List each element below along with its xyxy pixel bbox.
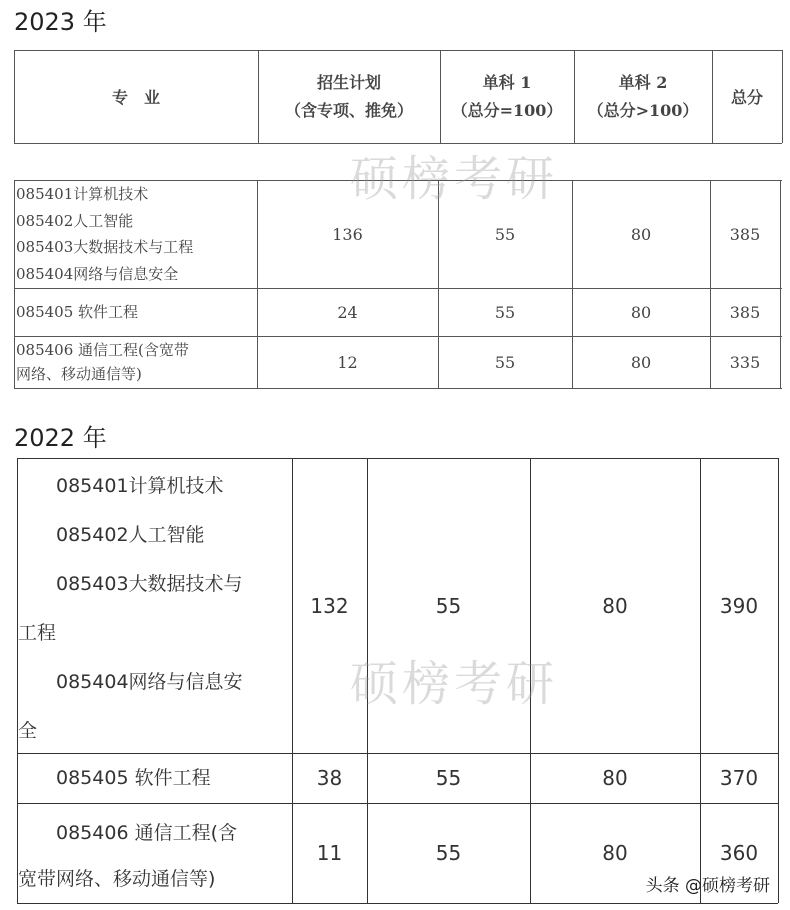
row-plan: 132: [310, 593, 349, 618]
row-major: [18, 753, 292, 803]
row-subject2: 80: [630, 224, 652, 244]
row-plan: 11: [316, 841, 343, 865]
year-2023-heading: 2023 年: [14, 8, 107, 36]
row-subject2: 80: [602, 841, 628, 865]
major-line: 全: [18, 720, 38, 742]
major-line: 宽带网络、移动通信等): [18, 868, 216, 890]
major-line: 085402人工智能: [18, 524, 205, 546]
row-major: 085405 软件工程: [16, 302, 139, 321]
row-total: 335: [729, 352, 761, 372]
row-plan: 24: [337, 302, 358, 322]
row-subject1: 55: [494, 302, 516, 322]
row-major: 085401计算机技术 085402人工智能 085403大数据技术与工程 085404网络与信息安全: [16, 185, 194, 283]
major-line: 085406 通信工程(含: [18, 822, 237, 844]
row-subject2: 80: [602, 593, 628, 618]
header-subject2: 单科 2 （总分>100）: [587, 72, 699, 120]
row-subject1: 55: [494, 352, 516, 372]
row-total: 390: [719, 593, 759, 618]
row-subject1: 55: [435, 593, 462, 618]
major-line: 工程: [18, 622, 57, 644]
header-subject1: 单科 1 （总分=100）: [451, 72, 563, 120]
major-line: 085405 软件工程: [18, 767, 211, 789]
row-subject2: 80: [630, 302, 652, 322]
row-subject2: 80: [630, 352, 652, 372]
row-major: 085406 通信工程(含宽带 网络、移动通信等): [16, 341, 189, 383]
row-plan: 38: [316, 766, 343, 790]
row-major: [18, 462, 292, 756]
row-subject1: 55: [435, 766, 462, 790]
major-line: 085403大数据技术与: [18, 573, 243, 595]
row-subject2: 80: [602, 766, 628, 790]
watermark: 硕榜考研: [350, 656, 559, 712]
major-line: 085404网络与信息安: [18, 671, 243, 693]
row-subject1: 55: [435, 841, 462, 865]
major-line: 085401计算机技术: [18, 475, 224, 497]
header-major: 专 业: [111, 88, 160, 107]
row-plan: 12: [337, 352, 358, 372]
row-total: 385: [729, 224, 761, 244]
year-2022-heading: 2022 年: [14, 424, 107, 452]
footer-credit: 头条 @硕榜考研: [645, 876, 770, 896]
row-total: 385: [729, 302, 761, 322]
row-total: 370: [719, 766, 759, 790]
header-plan: 招生计划 （含专项、推免）: [284, 72, 413, 120]
row-total: 360: [719, 841, 759, 865]
row-major: [18, 810, 292, 902]
watermark: 硕榜考研: [350, 151, 559, 207]
header-total: 总分: [730, 88, 763, 107]
row-subject1: 55: [494, 224, 516, 244]
row-plan: 136: [332, 224, 363, 244]
